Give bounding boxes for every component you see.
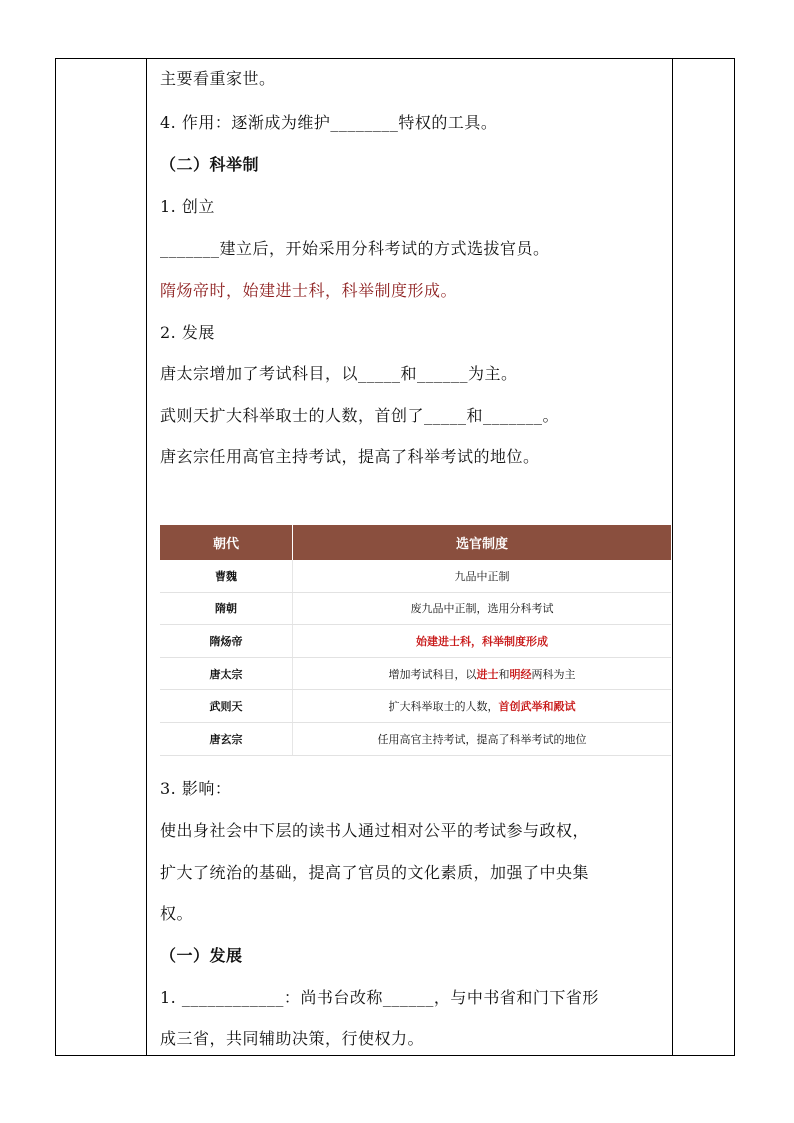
text-line: 主要看重家世。	[160, 69, 276, 88]
table-row	[160, 690, 671, 723]
table-row	[160, 592, 671, 625]
text-line: _______建立后，开始采用分科考试的方式选拔官员。	[160, 239, 550, 258]
section-heading: （一）发展	[160, 946, 243, 965]
system-cell	[293, 657, 672, 690]
text-line: 唐玄宗任用高官主持考试，提高了科举考试的地位。	[160, 447, 540, 466]
text-line: 2. 发展	[160, 323, 215, 342]
table-row	[160, 560, 671, 592]
dynasty-cell: 唐玄宗	[160, 722, 293, 755]
text-line: 1. ____________：尚书台改称______，与中书省和门下省形	[160, 988, 599, 1007]
dynasty-cell: 曹魏	[160, 560, 293, 592]
text-line: 唐太宗增加了考试科目，以_____和______为主。	[160, 364, 518, 383]
table-row	[160, 657, 671, 690]
text-line: 3. 影响：	[160, 779, 232, 798]
system-text: 增加考试科目，以	[388, 667, 477, 681]
system-text: 和	[498, 667, 510, 681]
dynasty-cell: 隋炀帝	[160, 625, 293, 658]
system-text: 扩大科举取士的人数，	[388, 700, 499, 714]
text-line: 成三省，共同辅助决策，行使权力。	[160, 1029, 425, 1048]
table-row	[160, 722, 671, 755]
system-cell: 废九品中正制，选用分科考试	[293, 592, 672, 625]
column-divider-left	[146, 58, 147, 1056]
table-header-dynasty: 朝代	[160, 525, 293, 560]
column-divider-right	[672, 58, 673, 1056]
system-cell	[293, 690, 672, 723]
table-header-system: 选官制度	[293, 525, 672, 560]
text-line: 4. 作用：逐渐成为维护________特权的工具。	[160, 113, 498, 132]
system-highlight: 首创武举和殿试	[498, 700, 576, 714]
system-highlight: 进士	[476, 667, 499, 681]
text-line: 扩大了统治的基础，提高了官员的文化素质，加强了中央集	[160, 863, 590, 882]
system-cell: 任用高官主持考试，提高了科举考试的地位	[293, 722, 672, 755]
section-heading: （二）科举制	[160, 155, 260, 174]
text-line: 武则天扩大科举取士的人数，首创了_____和_______。	[160, 406, 560, 425]
system-highlight: 明经	[509, 667, 532, 681]
highlighted-text: 隋炀帝时，始建进士科，科举制度形成。	[160, 281, 458, 300]
system-text: 两科为主	[531, 667, 576, 681]
selection-system-table	[160, 525, 671, 756]
text-line: 使出身社会中下层的读书人通过相对公平的考试参与政权，	[160, 821, 590, 840]
system-cell: 九品中正制	[293, 560, 672, 592]
dynasty-cell: 隋朝	[160, 592, 293, 625]
dynasty-cell: 唐太宗	[160, 657, 293, 690]
text-line: 1. 创立	[160, 197, 215, 216]
dynasty-cell: 武则天	[160, 690, 293, 723]
text-line: 权。	[160, 904, 194, 923]
system-cell: 始建进士科，科举制度形成	[293, 625, 672, 658]
table-row	[160, 625, 671, 658]
